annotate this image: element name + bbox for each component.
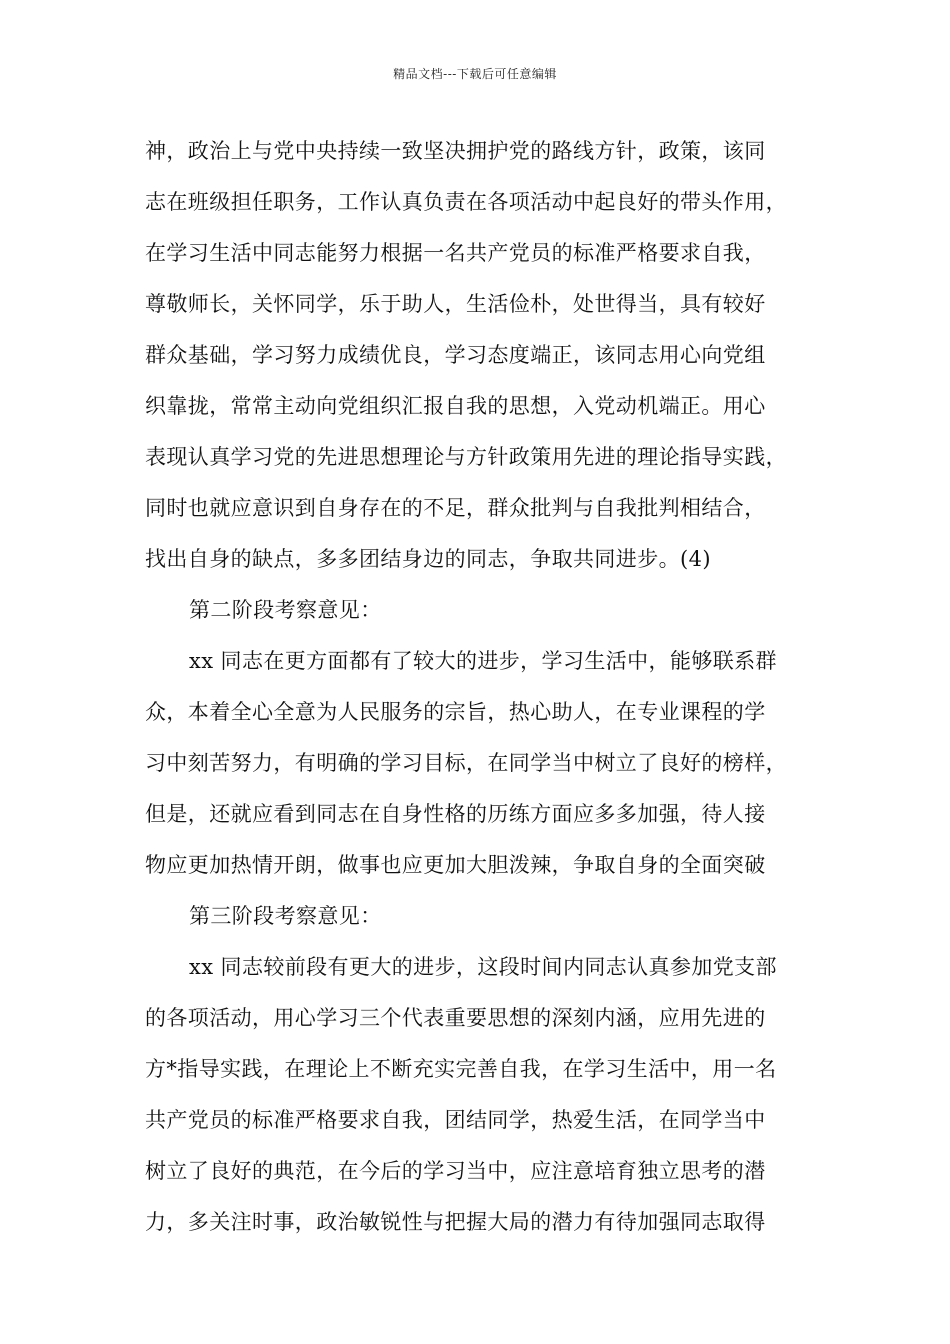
text-line: 尊敬师长，关怀同学，乐于助人，生活俭朴，处世得当，具有较好 xyxy=(145,292,766,316)
text-line: 物应更加热情开朗，做事也应更加大胆泼辣，争取自身的全面突破 xyxy=(145,853,766,877)
text-line: 方*指导实践，在理论上不断充实完善自我，在学习生活中，用一名 xyxy=(145,1057,777,1081)
text-line: 众，本着全心全意为人民服务的宗旨，热心助人，在专业课程的学 xyxy=(145,700,766,724)
text-line: 同时也就应意识到自身存在的不足，群众批判与自我批判相结合， xyxy=(145,496,766,520)
text-line: 群众基础，学习努力成绩优良，学习态度端正，该同志用心向党组 xyxy=(145,343,766,367)
section-heading-stage-two: 第二阶段考察意见： xyxy=(189,598,382,622)
text-line: 织靠拢，常常主动向党组织汇报自我的思想，入党动机端正。用心 xyxy=(145,394,766,418)
text-line: 共产党员的标准严格要求自我，团结同学，热爱生活，在同学当中 xyxy=(145,1108,766,1132)
text-line: 但是，还就应看到同志在自身性格的历练方面应多多加强，待人接 xyxy=(145,802,766,826)
section-heading-stage-three: 第三阶段考察意见： xyxy=(189,904,382,928)
text-line: xx 同志在更方面都有了较大的进步，学习生活中，能够联系群 xyxy=(189,649,777,673)
text-line: 树立了良好的典范，在今后的学习当中，应注意培育独立思考的潜 xyxy=(145,1159,766,1183)
text-line: 找出自身的缺点，多多团结身边的同志，争取共同进步。(4) xyxy=(145,547,711,571)
text-line: 习中刻苦努力，有明确的学习目标，在同学当中树立了良好的榜样， xyxy=(145,751,787,775)
text-line: 力，多关注时事，政治敏锐性与把握大局的潜力有待加强同志取得 xyxy=(145,1210,766,1234)
text-line: 志在班级担任职务，工作认真负责在各项活动中起良好的带头作用， xyxy=(145,190,787,214)
page-header: 精品文档---下载后可任意编辑 xyxy=(393,67,557,81)
document-body xyxy=(145,131,825,1253)
text-line: 的各项活动，用心学习三个代表重要思想的深刻内涵，应用先进的 xyxy=(145,1006,766,1030)
text-line: 神，政治上与党中央持续一致坚决拥护党的路线方针，政策，该同 xyxy=(145,139,766,163)
text-line: 在学习生活中同志能努力根据一名共产党员的标准严格要求自我， xyxy=(145,241,766,265)
text-line: xx 同志较前段有更大的进步，这段时间内同志认真参加党支部 xyxy=(189,955,777,979)
text-line: 表现认真学习党的先进思想理论与方针政策用先进的理论指导实践， xyxy=(145,445,787,469)
